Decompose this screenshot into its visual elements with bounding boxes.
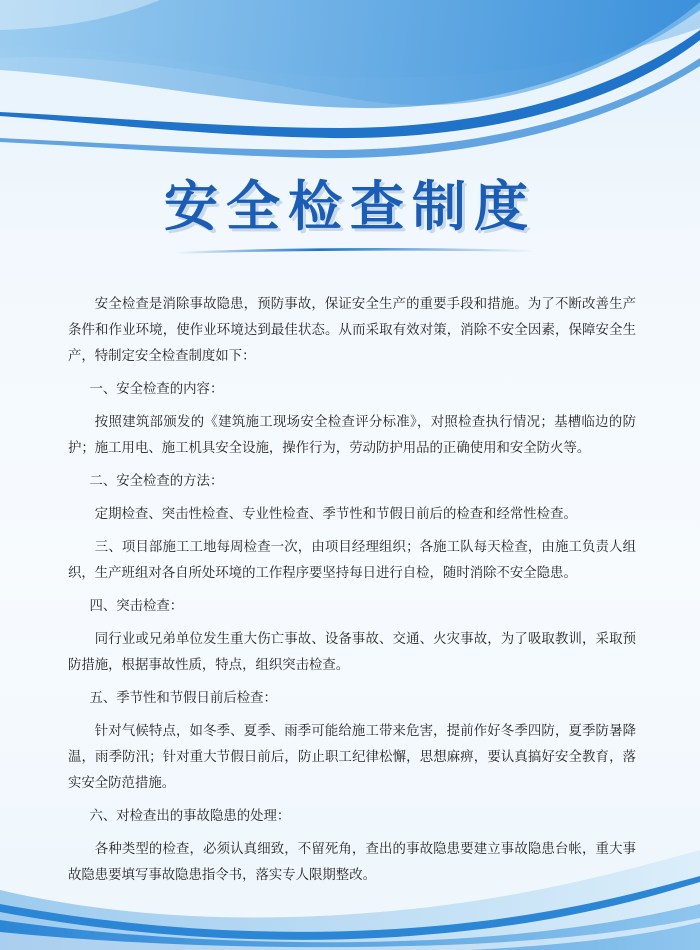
page-title: 安全检查制度 [164, 175, 536, 238]
section-body-4: 同行业或兄弟单位发生重大伤亡事故、设备事故、交通、火灾事故，为了吸取教训，采取预防措施，根据事故性质，特点，组织突击检查。 [68, 632, 636, 673]
section-heading-6: 六、对检查出的事故隐患的处理： [89, 809, 291, 824]
section-3: 三、项目部施工工地每周检查一次，由项目经理组织；各施工队每天检查，由施工负责人组织，生产班组对各自所处环境的工作程序要坚持每日进行自检，随时消除不安全隐患。 [68, 540, 636, 581]
section-heading-4: 四、突击检查： [89, 599, 184, 614]
section-heading-5: 五、季节性和节假日前后检查： [89, 691, 277, 706]
top-wave-decoration [0, 0, 700, 200]
section-heading-1: 一、安全检查的内容： [89, 382, 224, 397]
title-underline-decoration [175, 246, 535, 254]
intro-paragraph: 安全检查是消除事故隐患，预防事故，保证安全生产的重要手段和措施。为了不断改善生产条件和作业环境，使作业环境达到最佳状态。从而采取有效对策，消除不安全因素，保障安全生产，特制定安全检查制度如下： [68, 297, 636, 364]
content-body [68, 292, 636, 896]
section-body-6: 各种类型的检查，必须认真细致，不留死角，查出的事故隐患要建立事故隐患台帐，重大事故隐患要填写事故隐患指令书，落实专人限期整改。 [68, 842, 636, 883]
section-body-2: 定期检查、突击性检查、专业性检查、季节性和节假日前后的检查和经常性检查。 [94, 507, 577, 522]
section-heading-2: 二、安全检查的方法： [89, 474, 224, 489]
bottom-wave-decoration [0, 820, 700, 950]
section-body-5: 针对气候特点，如冬季、夏季、雨季可能给施工带来危害，提前作好冬季四防，夏季防暑降温，雨季防汛；针对重大节假日前后，防止职工纪律松懈，思想麻痹，要认真搞好安全教育，落实安全防范措施。 [68, 724, 636, 791]
section-body-1: 按照建筑部颁发的《建筑施工现场安全检查评分标准》，对照检查执行情况；基槽临边的防护；施工用电、施工机具安全设施，操作行为，劳动防护用品的正确使用和安全防火等。 [68, 415, 636, 456]
title-container [0, 172, 700, 242]
